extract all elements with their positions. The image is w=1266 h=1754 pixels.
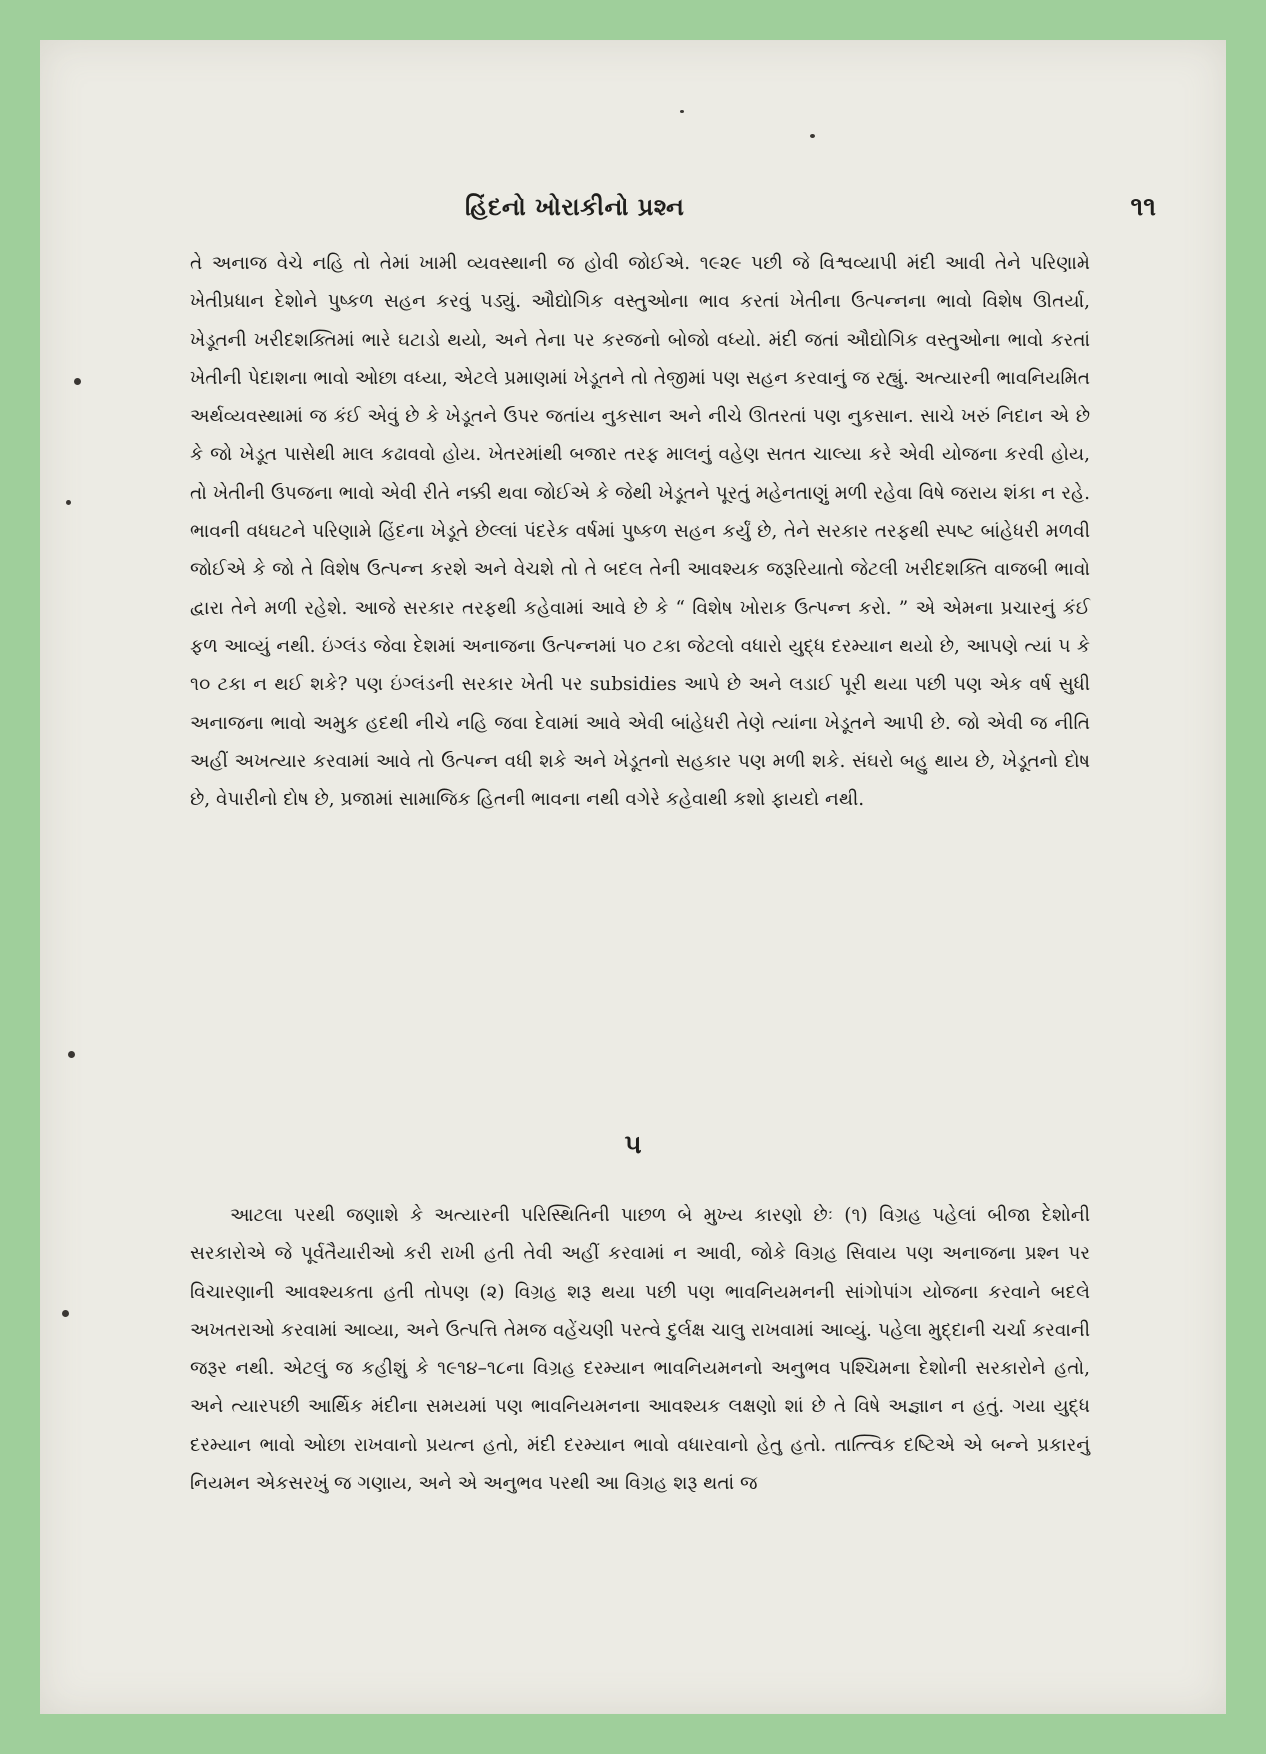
ink-speck: [74, 378, 81, 385]
paragraph-2: [190, 1197, 1090, 1503]
ink-speck: [810, 134, 815, 138]
page-number: ૧૧: [1130, 192, 1156, 222]
ink-speck: [680, 110, 684, 113]
paragraph-2-text: આટલા પરથી જણાશે કે અત્યારની પરિસ્થિતિની પાછળ બે મુખ્ય કારણો છેઃ (૧) વિગ્રહ પહેલાં બીજા દેશોની સરકારોએ જે પૂર્વતૈયારીઓ કરી રાખી હતી તેવી અહીં કરવામાં ન આવી, જોકે વિગ્રહ સિવાય પણ અનાજના પ્રશ્ન પર વિચારણાની આવશ્યકતા હતી તોપણ (૨) વિગ્રહ શરૂ થયા પછી પણ ભાવનિયમનની સાંગોપાંગ યોજના કરવાને બદલે અખતરાઓ કરવામાં આવ્યા, અને ઉત્પત્તિ તેમજ વહેંચણી પરત્વે દુર્લક્ષ ચાલુ રાખવામાં આવ્યું. પહેલા મુદ્દાની ચર્ચા કરવાની જરૂર નથી. એટલું જ કહીશું કે ૧૯૧૪–૧૮ના વિગ્રહ દરમ્યાન ભાવનિયમનનો અનુભવ પશ્ચિમના દેશોની સરકારોને હતો, અને ત્યારપછી આર્થિક મંદીના સમયમાં પણ ભાવનિયમનના આવશ્યક લક્ષણો શાં છે તે વિષે અજ્ઞાન ન હતું. ગયા યુદ્ધ દરમ્યાન ભાવો ઓછા રાખવાનો પ્રયત્ન હતો, મંદી દરમ્યાન ભાવો વધારવાનો હેતુ હતો. તાત્ત્વિક દષ્ટિએ એ બન્ને પ્રકારનું નિયમન એકસરખું જ ગણાય, અને એ અનુભવ પરથી આ વિગ્રહ શરૂ થતાં જ: [190, 1205, 1090, 1495]
ink-speck: [68, 1051, 75, 1058]
ink-speck: [66, 500, 71, 505]
page-header: [40, 192, 1226, 232]
paragraph-1-text: તે અનાજ વેચે નહિ તો તેમાં ખામી વ્યવસ્થાની જ હોવી જોઈએ. ૧૯૨૯ પછી જે વિશ્વવ્યાપી મંદી આવી તેને પરિણામે ખેતીપ્રધાન દેશોને પુષ્કળ સહન કરવું પડ્યું. ઔદ્યોગિક વસ્તુઓના ભાવ કરતાં ખેતીના ઉત્પન્નના ભાવો વિશેષ ઊતર્યા, ખેડૂતની ખરીદશક્તિમાં ભારે ઘટાડો થયો, અને તેના પર કરજનો બોજો વધ્યો. મંદી જતાં ઔદ્યોગિક વસ્તુઓના ભાવો કરતાં ખેતીની પેદાશના ભાવો ઓછા વધ્યા, એટલે પ્રમાણમાં ખેડૂતને તો તેજીમાં પણ સહન કરવાનું જ રહ્યું. અત્યારની ભાવનિયમિત અર્થવ્યવસ્થામાં જ કંઈ એવું છે કે ખેડૂતને ઉપર જતાંય નુકસાન અને નીચે ઊતરતાં પણ નુકસાન. સાચે ખરું નિદાન એ છે કે જો ખેડૂત પાસેથી માલ કઢાવવો હોય. ખેતરમાંથી બજાર તરફ માલનું વહેણ સતત ચાલ્યા કરે એવી યોજના કરવી હોય, તો ખેતીની ઉપજના ભાવો એવી રીતે નક્કી થવા જોઈએ કે જેથી ખેડૂતને પૂરતું મહેનતાણું મળી રહેવા વિષે જરાય શંકા ન રહે. ભાવની વધઘટને પરિણામે હિંદના ખેડૂતે છેલ્લાં પંદરેક વર્ષમાં પુષ્કળ સહન કર્યું છે, તેને સરકાર તરફથી સ્પષ્ટ બાંહેધરી મળવી જોઈએ કે જો તે વિશેષ ઉત્પન્ન કરશે અને વેચશે તો તે બદલ તેની આવશ્યક જરૂરિયાતો જેટલી ખરીદશક્તિ વાજબી ભાવો દ્વારા તેને મળી રહેશે. આજે સરકાર તરફથી કહેવામાં આવે છે કે “ વિશેષ ખોરાક ઉત્પન્ન કરો. ” એ એમના પ્રચારનું કંઈ ફળ આવ્યું નથી. ઇંગ્લંડ જેવા દેશમાં અનાજના ઉત્પન્નમાં ૫૦ ટકા જેટલો વધારો યુદ્ધ દરમ્યાન થયો છે, આપણે ત્યાં ૫ કે ૧૦ ટકા ન થઈ શકે? પણ ઇંગ્લંડની સરકાર ખેતી પર subsidies આપે છે અને લડાઈ પૂરી થયા પછી પણ એક વર્ષ સુધી અનાજના ભાવો અમુક હદથી નીચે નહિ જવા દેવામાં આવે એવી બાંહેધરી તેણે ત્યાંના ખેડૂતને આપી છે. જો એવી જ નીતિ અહીં અખત્યાર કરવામાં આવે તો ઉત્પન્ન વધી શકે અને ખેડૂતનો સહકાર પણ મળી શકે. સંઘરો બહુ થાય છે, ખેડૂતનો દોષ છે, વેપારીનો દોષ છે, પ્રજામાં સામાજિક હિતની ભાવના નથી વગેરે કહેવાથી કશો ફાયદો નથી.: [190, 253, 1090, 811]
ink-speck: [62, 1310, 69, 1317]
book-page: [40, 40, 1226, 1714]
paragraph-1: [190, 245, 1090, 819]
section-number: ૫: [624, 1130, 642, 1160]
running-title: હિંદનો ખોરાકીનો પ્રશ્ન: [465, 192, 685, 221]
